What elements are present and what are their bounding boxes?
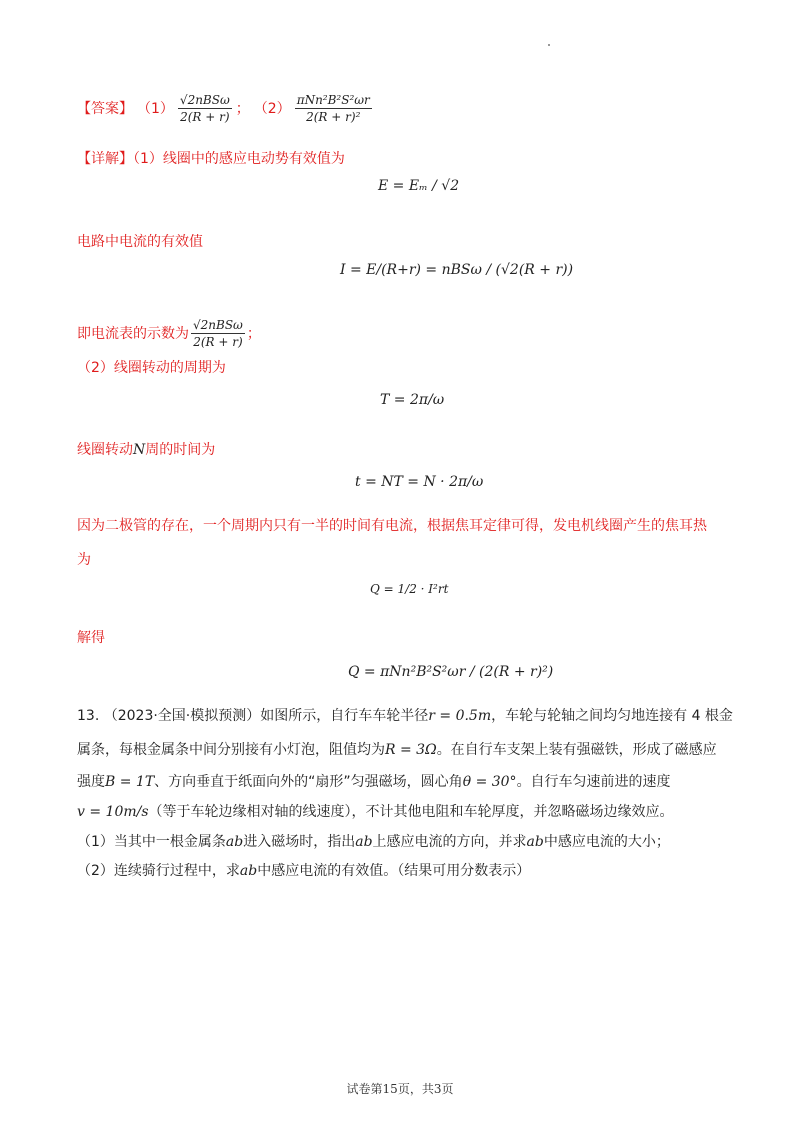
detail-line-4: （2）线圈转动的周期为 [77, 360, 226, 376]
question-2: （2）连续骑行过程中，求ab中感应电流的有效值。（结果可用分数表示） [77, 863, 531, 879]
problem-line-2: 属条，每根金属条中间分别接有小灯泡，阻值均为R = 3Ω。在自行车支架上装有强磁铁，形成了磁感应 [77, 742, 717, 758]
answer-line [77, 93, 372, 124]
problem-number: 13. [77, 708, 100, 724]
answer-part1-label: （1） [137, 100, 174, 117]
detail-line-7: 解得 [77, 630, 105, 646]
answer-separator: ； [235, 100, 250, 117]
equation-4: T = 2π/ω [380, 392, 445, 408]
answer-fraction-1: $\frac{\text{√2nBSω}}{2(R + r)}$ [179, 93, 230, 124]
detail-line-6b: 为 [77, 552, 91, 568]
ammeter-fraction: $\frac{\text{√2nBSω}}{2(R + r)}$ [193, 318, 243, 349]
equation-7: Q = πNn²B²S²ωr / (2(R + r)²) [348, 664, 554, 680]
page-footer: 试卷第15页，共3页 [346, 1082, 454, 1096]
equation-5: t = NT = N · 2π/ω [355, 474, 484, 490]
problem-source: （2023·全国·模拟预测） [103, 708, 261, 724]
answer-fraction-2: $\frac{\text{πNn²B²S²ωr}}{\text{2(R + r)²}}$ [296, 93, 370, 124]
question-1: （1）当其中一根金属条ab进入磁场时，指出ab上感应电流的方向，并求ab中感应电流的大小； [77, 834, 670, 850]
problem-line-1: 13. （2023·全国·模拟预测）如图所示，自行车车轮半径r = 0.5m，车轮与轮轴之间均匀地连接有 4 根金 [77, 708, 733, 724]
detail-tag: 【详解】 [77, 151, 133, 167]
page-mark [548, 44, 550, 46]
problem-line-4: v = 10m/s（等于车轮边缘相对轴的线速度），不计其他电阻和车轮厚度，并忽略磁场边缘效应。 [77, 804, 674, 820]
equation-6: Q = 1/2 · I²rt [370, 582, 449, 596]
answer-part2-label: （2） [253, 100, 291, 117]
answer-tag: 【答案】 [77, 100, 133, 117]
detail-line-5: 线圈转动N周的时间为 [77, 442, 216, 458]
detail-line-2: 电路中电流的有效值 [77, 234, 203, 250]
detail-line-3: 即电流表的示数为 $\frac{\text{√2nBSω}}{2(R + r)}$ ； [77, 318, 261, 349]
equation-1: E = Eₘ / √2 [378, 178, 460, 194]
problem-line-3: 强度B = 1T、方向垂直于纸面向外的“扇形”匀强磁场，圆心角θ = 30°。自行车匀速前进的速度 [77, 774, 671, 790]
detail-line-6a: 因为二极管的存在，一个周期内只有一半的时间有电流，根据焦耳定律可得，发电机线圈产生的焦耳热 [77, 518, 707, 534]
detail-line-1: 【详解】（1）线圈中的感应电动势有效值为 [77, 151, 345, 167]
equation-2: I = E/(R+r) = nBSω / (√2(R + r)) [340, 262, 574, 278]
